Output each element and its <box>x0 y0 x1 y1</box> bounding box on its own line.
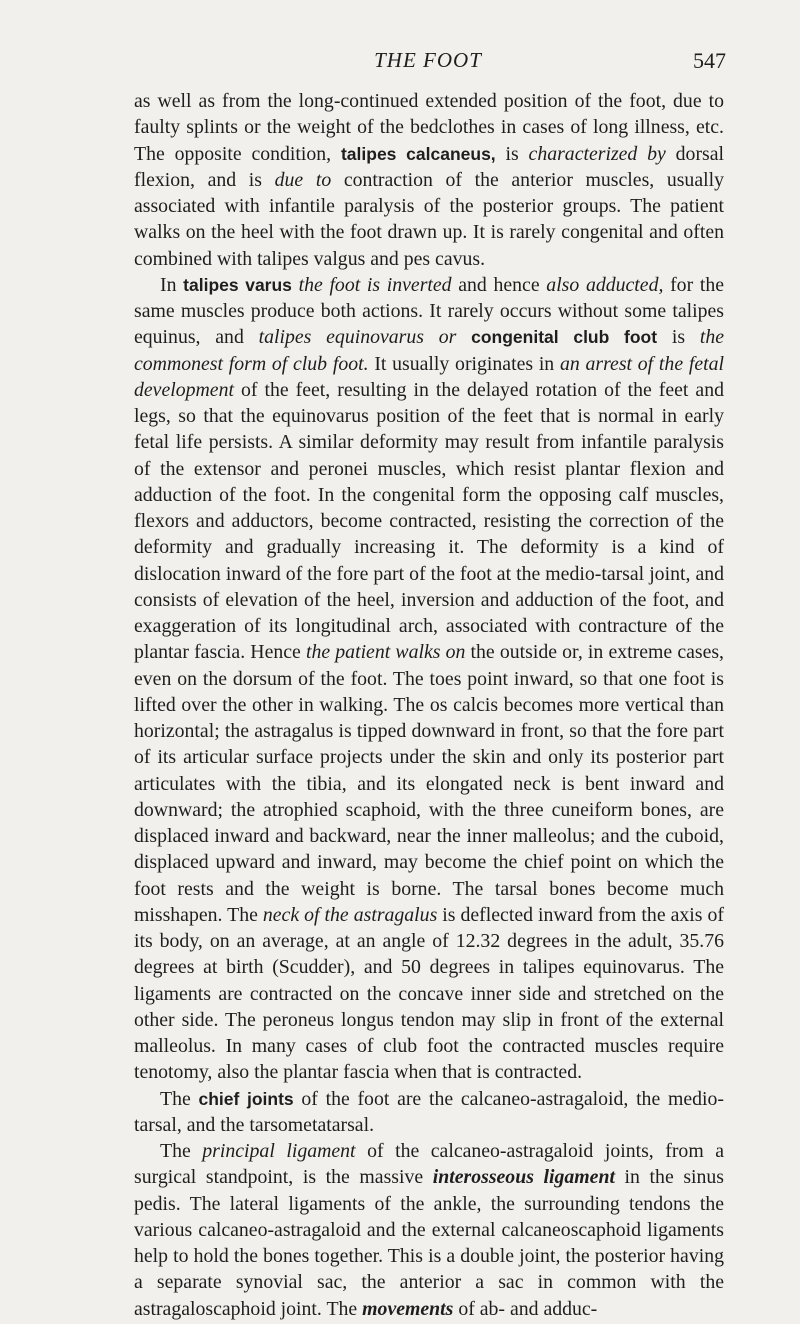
emphasis-run: also adducted, <box>546 273 664 296</box>
text-run: of the foot are the calcaneo-astragaloid, the medio-tarsal, and the tarsometatarsal. <box>134 1087 724 1136</box>
text-run: The <box>160 1087 199 1110</box>
page-number: 547 <box>693 48 726 73</box>
text-run: dorsal flexion, and is <box>134 142 725 191</box>
text-run: contraction of the anterior muscles, usually associated with infantile paralysis of the posterior groups. The patient walks on the heel with the foot drawn up. It is rarely congenital and often combined with talipes valgus and pes cavus. <box>134 168 724 270</box>
paragraph <box>134 272 724 1086</box>
text-run: The <box>160 1140 203 1162</box>
text-run: In <box>160 273 184 296</box>
text-run: It usually originates in <box>368 352 560 375</box>
page-header <box>130 44 726 80</box>
paragraph <box>134 1138 724 1322</box>
text-run: and hence <box>451 273 547 296</box>
text-run: for the same muscles produce both actions. It rarely occurs without some talipes equinus, and <box>134 273 724 349</box>
text-run: in the sinus pedis. The lateral ligaments of the ankle, the surrounding tendons the various calcaneo-astragaloid and the external calcaneoscaphoid ligaments help to hold the bones together. This is a double joint, the posterior having a separate synovial sac, the anterior a sac in common with the astragaloscaphoid joint. The <box>134 1166 725 1320</box>
emphasis-run: movements <box>362 1297 454 1320</box>
emphasis-run: congenital club foot <box>471 327 658 348</box>
emphasis-run: talipes equinovarus or <box>258 326 457 349</box>
emphasis-run: an arrest of the fetal development <box>134 352 725 401</box>
text-run: of the calcaneo-astragaloid joints, from a surgical standpoint, is the massive <box>134 1140 725 1189</box>
emphasis-run: principal ligament <box>202 1140 356 1162</box>
text-run: the outside or, in extreme cases, even on the dorsum of the foot. The toes point inward, so that one foot is lifted over the other in walking. The os calcis becomes more vertical than horizontal; the astragalus is tipped downward in front, so that the fore part of its articular surface projects under the skin and only its posterior part articulates with the tibia, and its elongated neck is bent inward and downward; the atrophied scaphoid, with the three cuneiform bones, are displaced inward and backward, near the inner malleolus; and the cuboid, displaced upward and inward, may become the chief point on which the foot rests and the weight is borne. The tarsal bones become much misshapen. The <box>134 641 724 926</box>
text-run <box>292 274 299 296</box>
emphasis-run: the commonest form of club foot. <box>134 326 724 375</box>
text-run: is deflected inward from the axis of its body, on an average, at an angle of 12.32 degrees in the adult, 35.76 degrees at birth (Scudder), and 50 degrees in talipes equinovarus. The ligaments are contracted on the concave inner side and stretched on the other side. The peroneus longus tendon may slip in front of the external malleolus. In many cases of club foot the contracted muscles require tenotomy, also the plantar fascia when that is contracted. <box>134 903 724 1084</box>
running-title: THE FOOT <box>374 48 482 72</box>
emphasis-run: chief joints <box>198 1088 294 1109</box>
text-run <box>456 326 471 348</box>
emphasis-run: characterized by <box>528 142 666 165</box>
emphasis-run: due to <box>274 168 332 191</box>
emphasis-run: interosseous ligament <box>432 1166 615 1189</box>
emphasis-run: the foot is inverted <box>298 273 452 296</box>
text-run: as well as from the long-continued extended position of the foot, due to faulty splints or the weight of the bedclothes in cases of long illness, etc. The opposite condition, <box>134 90 724 165</box>
paragraph <box>134 1086 724 1139</box>
emphasis-run: the patient walks on <box>305 641 466 664</box>
body-text <box>134 88 724 1322</box>
emphasis-run: neck of the astragalus <box>262 903 438 926</box>
text-run: is <box>495 142 529 165</box>
emphasis-run: talipes calcaneus, <box>340 143 496 164</box>
emphasis-run: talipes varus <box>183 274 292 295</box>
text-run: is <box>657 326 700 349</box>
text-run: of the feet, resulting in the delayed rotation of the feet and legs, so that the equinovarus position of the feet that is normal in early fetal life persists. A similar deformity may result from infantile paralysis of the extensor and peronei muscles, which resist plantar flexion and adduction of the foot. In the congenital form the opposing calf muscles, flexors and adductors, become contracted, resisting the correction of the deformity and gradually increasing it. The deformity is a kind of dislocation inward of the fore part of the foot at the medio-tarsal joint, and consists of elevation of the heel, inversion and adduction of the foot, and exaggeration of its longitudinal arch, associated with contracture of the plantar fascia. Hence <box>134 378 724 664</box>
paragraph <box>134 88 724 272</box>
text-run: of ab- and adduc- <box>453 1297 598 1320</box>
